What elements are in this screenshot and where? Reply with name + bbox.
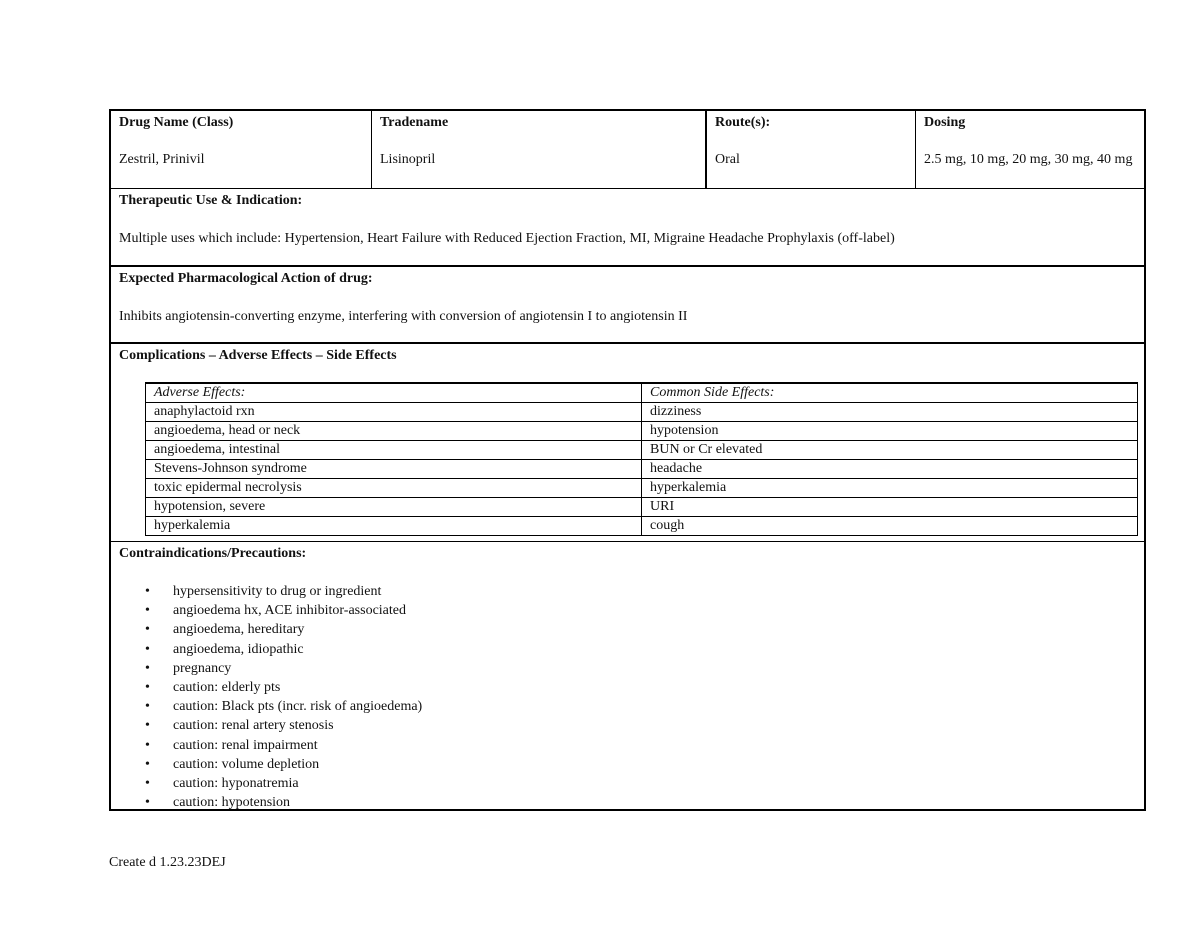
bullet-icon: • <box>145 737 150 753</box>
tradename-cell <box>371 111 705 188</box>
table-row <box>146 479 1138 498</box>
table-row <box>146 517 1138 536</box>
list-item: • pregnancy <box>173 659 1136 678</box>
list-item: • caution: elderly pts <box>173 678 1136 697</box>
list-item: • caution: renal artery stenosis <box>173 716 1136 735</box>
side-effect-cell: cough <box>642 517 1138 536</box>
effects-table-wrap <box>119 382 1152 536</box>
dosing-cell <box>915 111 1144 188</box>
contraindications-list <box>119 582 1136 812</box>
bullet-icon: • <box>145 795 150 811</box>
complications-row <box>111 342 1144 541</box>
drug-header-row <box>111 111 1144 188</box>
list-item: • caution: hypotension <box>173 793 1136 812</box>
contraindications-section <box>111 542 1144 809</box>
list-item: • angioedema, idiopathic <box>173 640 1136 659</box>
table-row <box>146 460 1138 479</box>
tradename-label: Tradename <box>380 115 449 130</box>
bullet-icon: • <box>145 641 150 657</box>
adverse-effect-cell: angioedema, intestinal <box>146 441 642 460</box>
bullet-icon: • <box>145 699 150 715</box>
list-item: • caution: hyponatremia <box>173 774 1136 793</box>
list-item: • angioedema, hereditary <box>173 620 1136 639</box>
contraindications-row <box>111 541 1144 809</box>
adverse-effect-cell: hypotension, severe <box>146 498 642 517</box>
side-effect-cell: hyperkalemia <box>642 479 1138 498</box>
complications-label: Complications – Adverse Effects – Side Effects <box>119 348 397 363</box>
list-item: • caution: renal impairment <box>173 736 1136 755</box>
therapeutic-row <box>111 188 1144 265</box>
contraindications-label: Contraindications/Precautions: <box>119 546 307 561</box>
pharmacological-row <box>111 265 1144 342</box>
list-item: • angioedema hx, ACE inhibitor-associated <box>173 601 1136 620</box>
adverse-effect-cell: toxic epidermal necrolysis <box>146 479 642 498</box>
side-effect-cell: URI <box>642 498 1138 517</box>
side-effect-cell: hypotension <box>642 422 1138 441</box>
footer-note: Create d 1.23.23DEJ <box>109 855 226 870</box>
side-effect-cell: dizziness <box>642 403 1138 422</box>
routes-label: Route(s): <box>715 115 771 130</box>
routes-value: Oral <box>715 152 740 167</box>
routes-cell <box>705 111 915 188</box>
pharmacological-label: Expected Pharmacological Action of drug: <box>119 271 373 286</box>
side-effects-header: Common Side Effects: <box>642 383 1138 403</box>
pharmacological-section <box>111 267 1144 342</box>
therapeutic-section <box>111 189 1144 265</box>
complications-section <box>111 344 1144 541</box>
drug-name-label: Drug Name (Class) <box>119 115 234 130</box>
bullet-icon: • <box>145 680 150 696</box>
list-item: • caution: volume depletion <box>173 755 1136 774</box>
table-row <box>146 498 1138 517</box>
table-row <box>146 441 1138 460</box>
list-item: • hypersensitivity to drug or ingredient <box>173 582 1136 601</box>
bullet-icon: • <box>145 756 150 772</box>
tradename-value: Lisinopril <box>380 152 436 167</box>
adverse-effect-cell: anaphylactoid rxn <box>146 403 642 422</box>
table-row <box>146 403 1138 422</box>
effects-table-header <box>146 383 1138 403</box>
table-row <box>146 422 1138 441</box>
bullet-icon: • <box>145 622 150 638</box>
bullet-icon: • <box>145 776 150 792</box>
drug-name-value: Zestril, Prinivil <box>119 152 205 167</box>
bullet-icon: • <box>145 718 150 734</box>
dosing-label: Dosing <box>924 115 966 130</box>
adverse-effect-cell: Stevens-Johnson syndrome <box>146 460 642 479</box>
side-effect-cell: BUN or Cr elevated <box>642 441 1138 460</box>
bullet-icon: • <box>145 603 150 619</box>
effects-table <box>145 382 1138 536</box>
dosing-value: 2.5 mg, 10 mg, 20 mg, 30 mg, 40 mg <box>924 152 1133 167</box>
list-item: • caution: Black pts (incr. risk of angioedema) <box>173 697 1136 716</box>
adverse-effect-cell: hyperkalemia <box>146 517 642 536</box>
therapeutic-text: Multiple uses which include: Hypertension, Heart Failure with Reduced Ejection Fraction, MI, Migraine Headache Prophylaxis (off-label) <box>119 231 895 246</box>
drug-name-cell <box>111 111 371 188</box>
bullet-icon: • <box>145 660 150 676</box>
pharmacological-text: Inhibits angiotensin-converting enzyme, interfering with conversion of angiotensin I to angiotensin II <box>119 309 688 324</box>
therapeutic-label: Therapeutic Use & Indication: <box>119 193 303 208</box>
adverse-effects-header: Adverse Effects: <box>146 383 642 403</box>
adverse-effect-cell: angioedema, head or neck <box>146 422 642 441</box>
drug-card-table <box>109 109 1146 811</box>
side-effect-cell: headache <box>642 460 1138 479</box>
drug-card <box>109 109 1146 811</box>
bullet-icon: • <box>145 584 150 599</box>
